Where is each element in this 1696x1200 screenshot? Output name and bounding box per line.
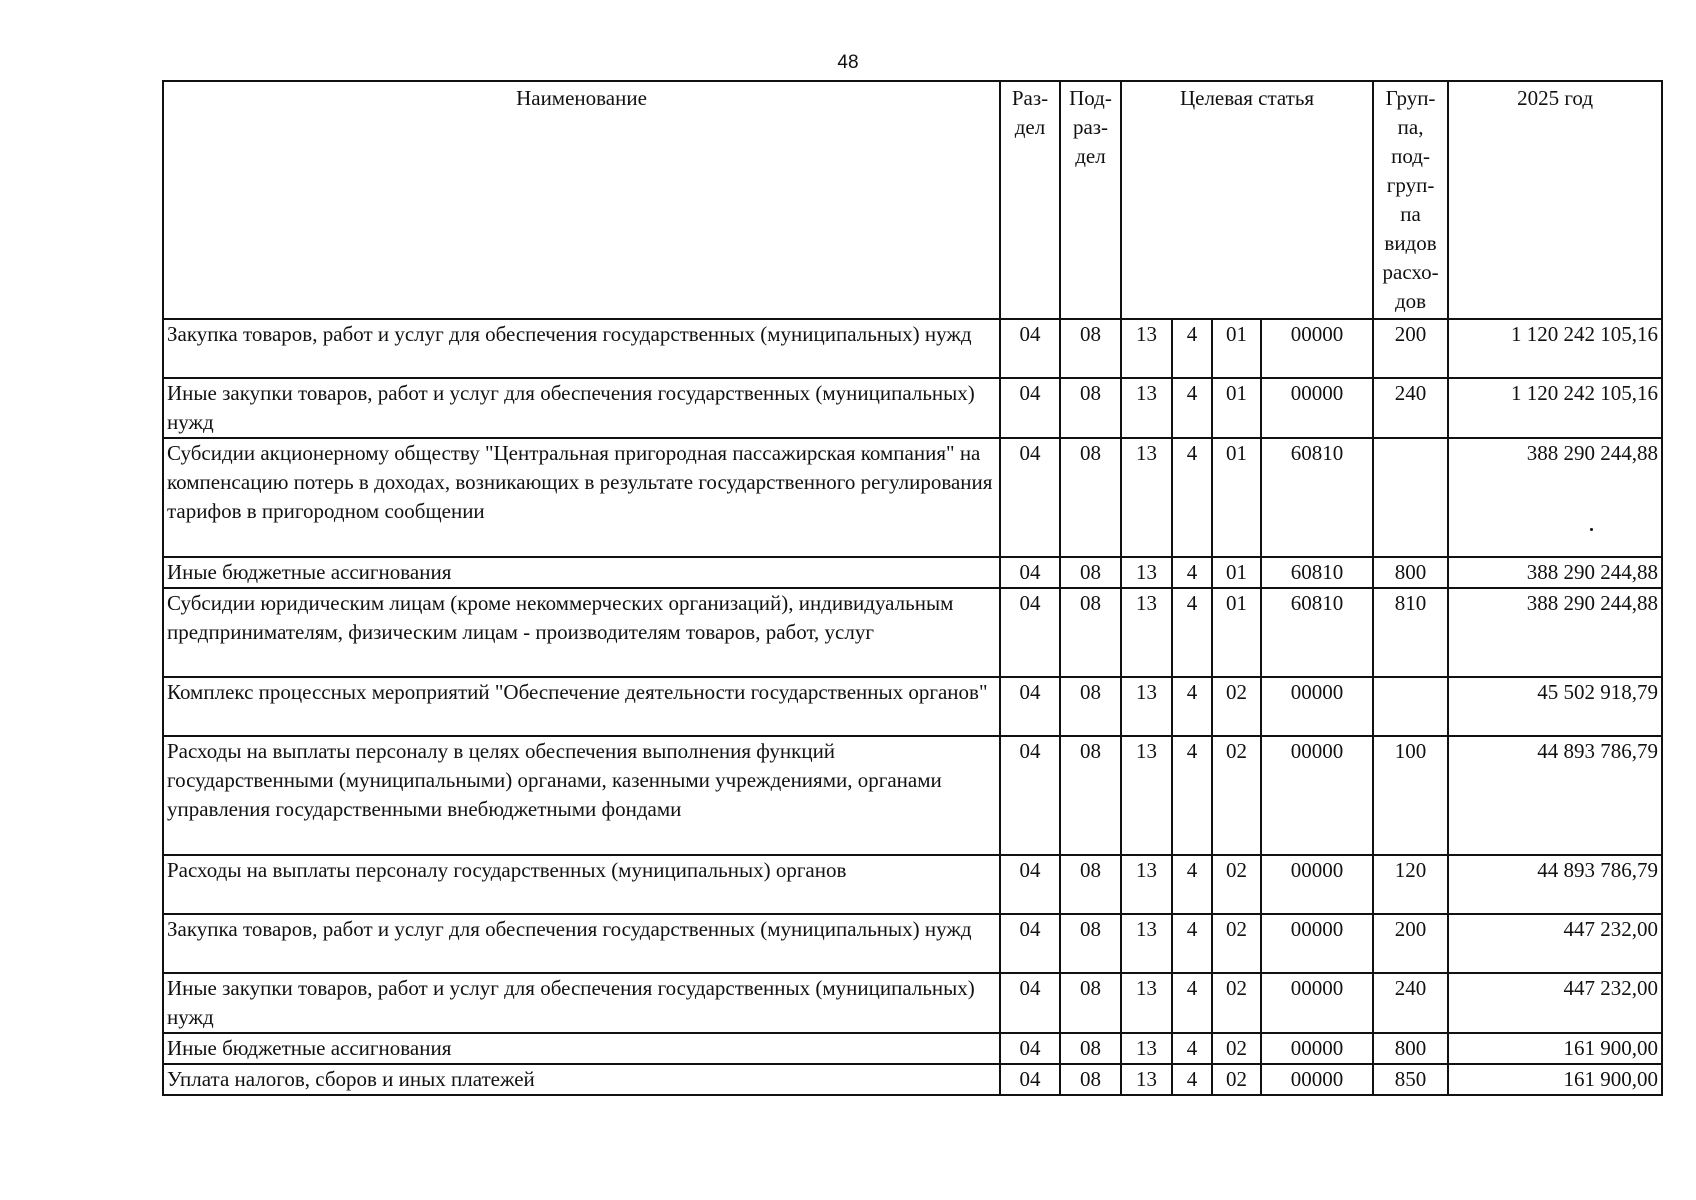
row-name: Иные закупки товаров, работ и услуг для обеспечения государственных (муниципальных) нужд xyxy=(163,378,1000,438)
row-podrazdel: 08 xyxy=(1060,557,1121,588)
row-expense-group xyxy=(1373,677,1448,736)
row-target-program: 13 xyxy=(1121,1033,1172,1064)
row-amount: 45 502 918,79 xyxy=(1448,677,1662,736)
row-razdel: 04 xyxy=(1000,438,1060,557)
row-target-direction: 00000 xyxy=(1261,914,1373,973)
row-name: Комплекс процессных мероприятий "Обеспечение деятельности государственных органов" xyxy=(163,677,1000,736)
budget-table xyxy=(162,80,1663,1096)
row-name: Иные бюджетные ассигнования xyxy=(163,557,1000,588)
row-name: Иные бюджетные ассигнования xyxy=(163,1033,1000,1064)
row-target-direction: 60810 xyxy=(1261,588,1373,677)
row-amount: 388 290 244,88 xyxy=(1448,557,1662,588)
row-amount: 447 232,00 xyxy=(1448,914,1662,973)
row-expense-group: 200 xyxy=(1373,319,1448,378)
row-target-complex: 01 xyxy=(1212,438,1261,557)
row-target-program: 13 xyxy=(1121,736,1172,855)
row-razdel: 04 xyxy=(1000,557,1060,588)
row-expense-group: 240 xyxy=(1373,378,1448,438)
row-podrazdel: 08 xyxy=(1060,855,1121,914)
table-header-row xyxy=(163,81,1662,319)
row-target-type: 4 xyxy=(1172,914,1212,973)
row-amount: 161 900,00 xyxy=(1448,1033,1662,1064)
table-row xyxy=(163,1064,1662,1095)
row-target-type: 4 xyxy=(1172,438,1212,557)
row-amount: 1 120 242 105,16 xyxy=(1448,378,1662,438)
row-expense-group: 120 xyxy=(1373,855,1448,914)
row-target-program: 13 xyxy=(1121,677,1172,736)
row-target-direction: 00000 xyxy=(1261,319,1373,378)
row-target-program: 13 xyxy=(1121,438,1172,557)
header-year-2025: 2025 год xyxy=(1448,81,1662,319)
row-razdel: 04 xyxy=(1000,855,1060,914)
row-name: Расходы на выплаты персоналу в целях обеспечения выполнения функций государственными (муниципальными) органами, казенными учреждениями, органами управления государственными внебюджетными фондами xyxy=(163,736,1000,855)
table-row xyxy=(163,438,1662,557)
row-target-direction: 60810 xyxy=(1261,557,1373,588)
row-expense-group: 100 xyxy=(1373,736,1448,855)
row-razdel: 04 xyxy=(1000,378,1060,438)
header-razdel: Раз- дел xyxy=(1000,81,1060,319)
row-target-type: 4 xyxy=(1172,588,1212,677)
row-podrazdel: 08 xyxy=(1060,973,1121,1033)
table-row xyxy=(163,914,1662,973)
row-expense-group xyxy=(1373,438,1448,557)
table-row xyxy=(163,557,1662,588)
row-target-direction: 00000 xyxy=(1261,1064,1373,1095)
row-name: Субсидии акционерному обществу "Центральная пригородная пассажирская компания" на компенсацию потерь в доходах, возникающих в результате государственного регулирования тарифов в пригородном сообщении xyxy=(163,438,1000,557)
table-row xyxy=(163,855,1662,914)
table-row xyxy=(163,378,1662,438)
row-target-complex: 01 xyxy=(1212,557,1261,588)
row-amount: 388 290 244,88 xyxy=(1448,588,1662,677)
row-target-type: 4 xyxy=(1172,973,1212,1033)
row-target-direction: 00000 xyxy=(1261,677,1373,736)
row-name: Иные закупки товаров, работ и услуг для обеспечения государственных (муниципальных) нужд xyxy=(163,973,1000,1033)
row-target-type: 4 xyxy=(1172,677,1212,736)
page-number: 48 xyxy=(837,52,859,73)
row-amount: 447 232,00 xyxy=(1448,973,1662,1033)
row-target-program: 13 xyxy=(1121,319,1172,378)
table-row xyxy=(163,736,1662,855)
row-expense-group: 800 xyxy=(1373,557,1448,588)
row-razdel: 04 xyxy=(1000,319,1060,378)
row-name: Уплата налогов, сборов и иных платежей xyxy=(163,1064,1000,1095)
row-target-complex: 02 xyxy=(1212,973,1261,1033)
row-target-type: 4 xyxy=(1172,557,1212,588)
header-target-article: Целевая статья xyxy=(1121,81,1373,319)
row-target-type: 4 xyxy=(1172,1064,1212,1095)
row-razdel: 04 xyxy=(1000,1064,1060,1095)
row-expense-group: 200 xyxy=(1373,914,1448,973)
row-razdel: 04 xyxy=(1000,736,1060,855)
row-target-program: 13 xyxy=(1121,855,1172,914)
row-amount: 1 120 242 105,16 xyxy=(1448,319,1662,378)
header-expense-group: Груп- па, под- груп- па видов расхо- дов xyxy=(1373,81,1448,319)
row-podrazdel: 08 xyxy=(1060,319,1121,378)
row-amount: 44 893 786,79 xyxy=(1448,855,1662,914)
row-target-direction: 00000 xyxy=(1261,855,1373,914)
row-podrazdel: 08 xyxy=(1060,1033,1121,1064)
row-name: Закупка товаров, работ и услуг для обеспечения государственных (муниципальных) нужд xyxy=(163,914,1000,973)
row-target-program: 13 xyxy=(1121,914,1172,973)
row-target-program: 13 xyxy=(1121,557,1172,588)
row-amount: 44 893 786,79 xyxy=(1448,736,1662,855)
row-target-type: 4 xyxy=(1172,378,1212,438)
table-row xyxy=(163,319,1662,378)
row-target-direction: 00000 xyxy=(1261,378,1373,438)
scan-speck xyxy=(1590,528,1593,531)
row-podrazdel: 08 xyxy=(1060,677,1121,736)
row-target-complex: 02 xyxy=(1212,855,1261,914)
row-target-direction: 00000 xyxy=(1261,973,1373,1033)
row-target-direction: 00000 xyxy=(1261,736,1373,855)
row-target-type: 4 xyxy=(1172,319,1212,378)
row-target-complex: 01 xyxy=(1212,319,1261,378)
row-razdel: 04 xyxy=(1000,588,1060,677)
table-row xyxy=(163,677,1662,736)
row-target-program: 13 xyxy=(1121,1064,1172,1095)
row-target-direction: 00000 xyxy=(1261,1033,1373,1064)
row-expense-group: 810 xyxy=(1373,588,1448,677)
row-target-program: 13 xyxy=(1121,378,1172,438)
row-target-complex: 01 xyxy=(1212,378,1261,438)
table-row xyxy=(163,1033,1662,1064)
table-row xyxy=(163,973,1662,1033)
table-row xyxy=(163,588,1662,677)
row-amount: 388 290 244,88 xyxy=(1448,438,1662,557)
row-target-complex: 02 xyxy=(1212,1064,1261,1095)
row-target-type: 4 xyxy=(1172,855,1212,914)
row-target-program: 13 xyxy=(1121,588,1172,677)
row-target-type: 4 xyxy=(1172,736,1212,855)
row-name: Расходы на выплаты персоналу государственных (муниципальных) органов xyxy=(163,855,1000,914)
header-podrazdel: Под- раз- дел xyxy=(1060,81,1121,319)
row-target-complex: 02 xyxy=(1212,914,1261,973)
row-expense-group: 240 xyxy=(1373,973,1448,1033)
row-amount: 161 900,00 xyxy=(1448,1064,1662,1095)
row-target-complex: 02 xyxy=(1212,1033,1261,1064)
row-razdel: 04 xyxy=(1000,1033,1060,1064)
row-podrazdel: 08 xyxy=(1060,736,1121,855)
row-razdel: 04 xyxy=(1000,973,1060,1033)
row-razdel: 04 xyxy=(1000,914,1060,973)
row-podrazdel: 08 xyxy=(1060,588,1121,677)
row-podrazdel: 08 xyxy=(1060,378,1121,438)
row-name: Субсидии юридическим лицам (кроме некоммерческих организаций), индивидуальным предпринимателям, физическим лицам - производителям товаров, работ, услуг xyxy=(163,588,1000,677)
row-name: Закупка товаров, работ и услуг для обеспечения государственных (муниципальных) нужд xyxy=(163,319,1000,378)
row-target-program: 13 xyxy=(1121,973,1172,1033)
header-name: Наименование xyxy=(163,81,1000,319)
row-podrazdel: 08 xyxy=(1060,438,1121,557)
row-target-complex: 02 xyxy=(1212,736,1261,855)
row-podrazdel: 08 xyxy=(1060,914,1121,973)
row-razdel: 04 xyxy=(1000,677,1060,736)
row-target-type: 4 xyxy=(1172,1033,1212,1064)
row-target-complex: 02 xyxy=(1212,677,1261,736)
row-expense-group: 850 xyxy=(1373,1064,1448,1095)
row-target-complex: 01 xyxy=(1212,588,1261,677)
row-target-direction: 60810 xyxy=(1261,438,1373,557)
row-podrazdel: 08 xyxy=(1060,1064,1121,1095)
row-expense-group: 800 xyxy=(1373,1033,1448,1064)
